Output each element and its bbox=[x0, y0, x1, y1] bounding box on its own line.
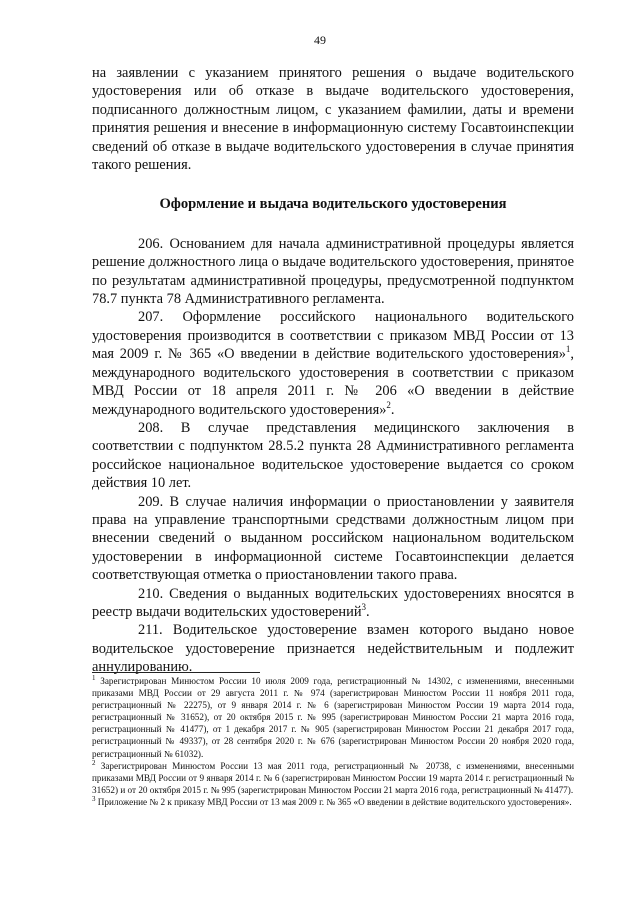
main-text bbox=[92, 64, 574, 677]
paragraph-210-text-a: 210. Сведения о выданных водительских удостоверениях вносятся в реестр выдачи водительских удостоверений bbox=[92, 585, 574, 620]
paragraph-207-text-b: , международного водительского удостоверения в соответствии с приказом МВД России от 18 апреля 2011 г. № 206 «О введении в действие международного водительского удостоверения» bbox=[92, 346, 574, 418]
footnote-ref-3: 3 bbox=[361, 602, 367, 613]
paragraph-206: 206. Основанием для начала административной процедуры является решение должностного лица о выдаче водительского удостоверения, принятое по результатам административной процедуры, предусмотренной подпунктом 78.7 пункта 78 Административного регламента. bbox=[92, 235, 574, 308]
footnote-mark: 3 bbox=[92, 794, 96, 803]
paragraph-208: 208. В случае представления медицинского заключения в соответствии с подпунктом 28.5.2 пункта 28 Административного регламента российское национальное водительское удостоверение выдается со сроком действия 10 лет. bbox=[92, 419, 574, 492]
footnote-ref-1: 1 bbox=[565, 344, 571, 355]
paragraph-207-text-a: 207. Оформление российского национального водительского удостоверения производится в соответствии с приказом МВД России от 13 мая 2009 г. № 365 «О введении в действие водительского удостоверения» bbox=[92, 309, 574, 363]
paragraph-211: 211. Водительское удостоверение взамен которого выдано новое водительское удостоверение признается недействительным и подлежит аннулированию. bbox=[92, 622, 574, 676]
page-number: 49 bbox=[314, 33, 326, 47]
paragraph-210-text-b: . bbox=[366, 603, 370, 620]
footnotes bbox=[92, 675, 574, 808]
section-heading: Оформление и выдача водительского удостоверения bbox=[159, 196, 507, 213]
footnote-2 bbox=[92, 760, 574, 796]
paragraph-continuation: на заявлении с указанием принятого решения о выдаче водительского удостоверения или об отказе в выдаче водительского удостоверения, подписанного должностным лицом, с указанием фамилии, даты и времени принятия решения и внесение в информационную систему Госавтоинспекции сведений об отказе в выдаче водительского удостоверения в случае принятия такого решения. bbox=[92, 65, 574, 174]
footnote-text: Приложение № 2 к приказу МВД России от 13 мая 2009 г. № 365 «О введении в действие водительского удостоверения». bbox=[95, 796, 572, 807]
paragraph-207 bbox=[92, 308, 574, 418]
footnote-separator bbox=[92, 672, 260, 673]
paragraph-207-text-c: . bbox=[390, 401, 395, 418]
footnote-text: Зарегистрирован Минюстом России 10 июля 2009 года, регистрационный № 14302, с изменениями, внесенными приказами МВД России от 29 августа 2011 г. № 974 (зарегистрирован Минюстом России 11 ноября 2011 года, регистрационный № 22275), от 9 января 2014 г. № 6 (зарегистрирован Минюстом России 19 марта 2014 года, регистрационный № 31652), от 20 октября 2015 г. № 995 (зарегистрирован Минюстом России 21 марта 2016 года, регистрационный № 41477), от 1 декабря 2017 г. № 905 (зарегистрирован Минюстом России 21 декабря 2017 года, регистрационный № 49337), от 28 сентября 2020 г. № 676 (зарегистрирован Минюстом России 20 ноября 2020 года, регистрационный № 61032). bbox=[92, 676, 574, 759]
footnote-3 bbox=[92, 796, 574, 808]
paragraph-210 bbox=[92, 585, 574, 622]
footnote-text: Зарегистрирован Минюстом России 13 мая 2011 года, регистрационный № 20738, с изменениями, внесенными приказами МВД России от 9 января 2014 г. № 6 (зарегистрирован Минюстом России 19 марта 2014 г. регистрационный № 31652) и от 20 октября 2015 г. № 995 (зарегистрирован Минюстом России 21 марта 2016 года, регистрационный № 41477). bbox=[92, 760, 574, 795]
footnote-ref-2: 2 bbox=[386, 399, 391, 410]
footnote-1 bbox=[92, 675, 574, 760]
footnote-mark: 2 bbox=[92, 758, 96, 767]
paragraph-209: 209. В случае наличия информации о приостановлении у заявителя права на управление транспортными средствами должностным лицом при внесении сведений о выданном российском национальном водительском удостоверении в информационной системе Госавтоинспекции делается соответствующая отметка о приостановлении такого права. bbox=[92, 493, 574, 584]
footnote-mark: 1 bbox=[92, 673, 96, 682]
